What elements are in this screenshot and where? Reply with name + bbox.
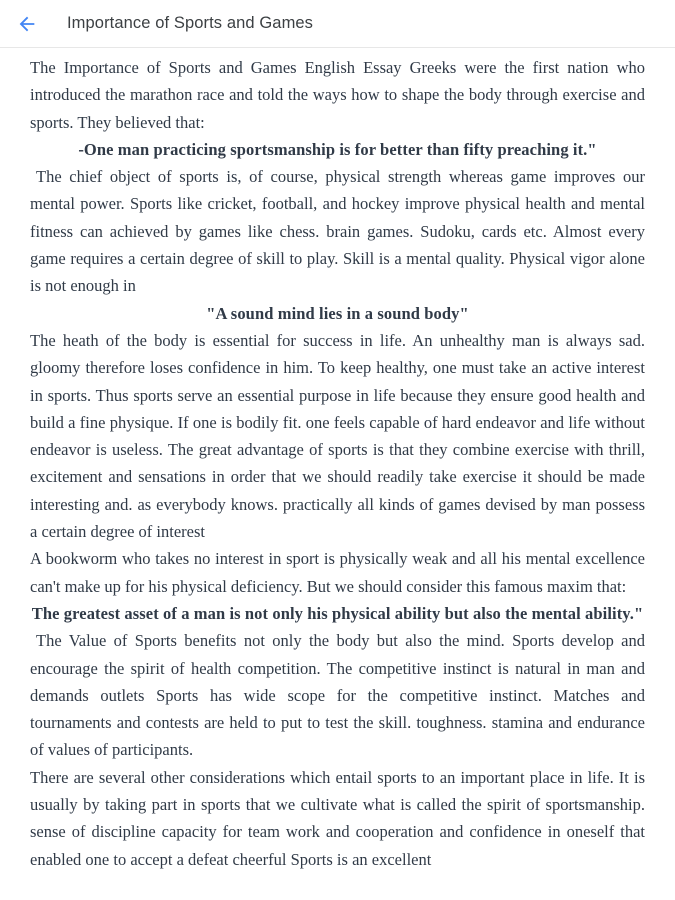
essay-quote: -One man practicing sportsmanship is for better than fifty preaching it." xyxy=(78,139,597,159)
essay-content[interactable] xyxy=(0,48,675,900)
essay-paragraph: The chief object of sports is, of course, physical strength whereas game improves our mental power. Sports like cricket, football, and hockey improve physical health and mental fitness can achieved by games like chess. brain games. Sudoku, cards etc. Almost every game requires a certain degree of skill to play. Skill is a mental quality. Physical vigor alone is not enough in xyxy=(30,167,645,296)
app-bar xyxy=(0,0,675,48)
essay-paragraph: There are several other considerations which entail sports to an important place in life. It is usually by taking part in sports that we cultivate what is called the spirit of sportsmanship. sense of discipline capacity for team work and cooperation and confidence in oneself that enabled one to accept a defeat cheerful Sports is an excellent xyxy=(30,767,645,869)
essay-paragraph: The heath of the body is essential for success in life. An unhealthy man is always sad. gloomy therefore loses confidence in him. To keep healthy, one must take an active interest in sports. Thus sports serve an essential purpose in life because they ensure good health and build a fine physique. If one is bodily fit. one feels capable of hard endeavor and life without endeavor is useless. The great advantage of sports is that they combine exercise with thrill, excitement and sensations in order that we should readily take exercise it should be made interesting and. as everybody knows. practically all kinds of games devised by man possess a certain degree of interest xyxy=(30,330,645,542)
essay-paragraph: The Importance of Sports and Games English Essay Greeks were the first nation who introduced the marathon race and told the ways how to shape the body through exercise and sports. They believed that: xyxy=(30,58,645,132)
essay-quote: "A sound mind lies in a sound body" xyxy=(206,303,469,323)
essay-paragraph: A bookworm who takes no interest in sport is physically weak and all his mental excellence can't make up for his physical deficiency. But we should consider this famous maxim that: xyxy=(30,549,645,596)
back-button[interactable] xyxy=(14,11,40,37)
arrow-left-icon xyxy=(16,13,38,35)
essay-quote: The greatest asset of a man is not only his physical ability but also the mental ability." xyxy=(31,603,644,623)
essay-paragraph: The Value of Sports benefits not only the body but also the mind. Sports develop and encourage the spirit of health competition. The competitive instinct is natural in man and demands outlets Sports has wide scope for the competitive instinct. Matches and tournaments and contests are held to put to test the skill. toughness. stamina and endurance of values of participants. xyxy=(30,631,645,760)
page-title: Importance of Sports and Games xyxy=(67,14,314,32)
